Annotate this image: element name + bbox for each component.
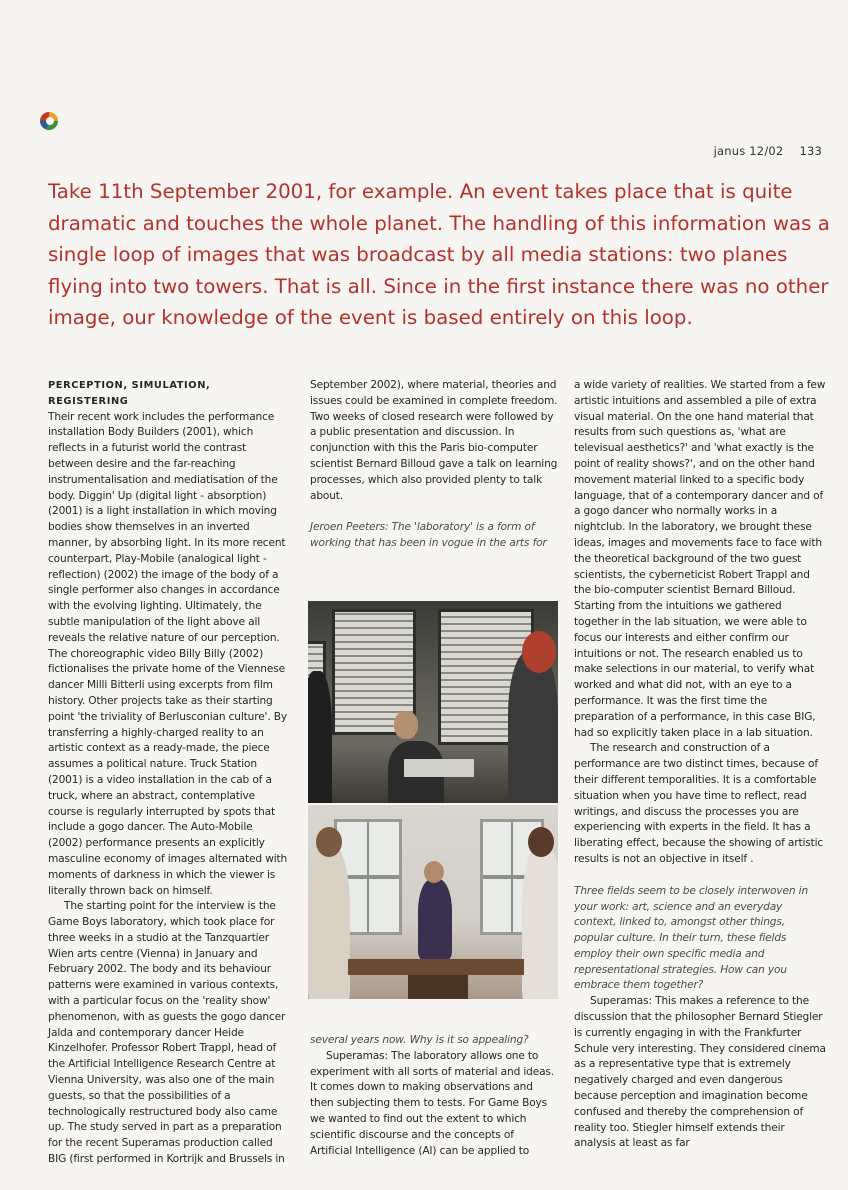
column-3: [574, 378, 826, 1152]
column-2-continued: [310, 1033, 558, 1159]
column-1: [48, 378, 290, 1168]
interview-question-continued: several years now. Why is it so appealing?: [310, 1034, 529, 1046]
interview-question: Jeroen Peeters: The 'laboratory' is a form of working that has been in vogue in the arts for: [310, 521, 547, 550]
paragraph: Their recent work includes the performance installation Body Builders (2001), which reflects in a futurist world the contrast between desire and the far-reaching instrumentalisation and mediatisation of the body. Diggin' Up (digital light - absorption) (2001) is a light installation in which moving bodies show themselves in an inverted manner, by absorbing light. In its more recent counterpart, Play-Mobile (analogical light - reflection) (2002) the image of the body of a single performer also changes in accordance with the evolving lighting. Ultimately, the subtle manipulation of the light above all reveals the relative nature of our perception.: [48, 410, 286, 644]
paragraph: Superamas: This makes a reference to the discussion that the philosopher Bernard Stiegler is currently engaging in with the Frankfurter Schule very interesting. They considered cinema as a representative type that is extremely negatively charged and even dangerous because perception and imagination become confused and thereby the comprehension of reality too. Stiegler himself extends their analysis at least as far: [574, 995, 826, 1150]
journal-title: janus 12/02: [713, 144, 784, 158]
interview-question: Three fields seem to be closely interwoven in your work: art, science and an everyday context, linked to, amongst other things, popular culture. In their turn, these fields employ their own specific media and representational strategies. How can you embrace them together?: [574, 884, 809, 992]
photo-laboratory-interior: [308, 601, 558, 803]
photo-laboratory-people: [308, 805, 558, 999]
photo-stack: [308, 601, 558, 999]
paragraph: September 2002), where material, theories and issues could be examined in complete freedom. Two weeks of closed research were followed by a public presentation and discussion. In conjunction with this the Paris bio-computer scientist Bernard Billoud gave a talk on learning processes, which also provided plenty to talk about.: [310, 379, 558, 502]
janus-logo: [40, 112, 58, 130]
column-2: [310, 378, 558, 552]
paragraph: The starting point for the interview is the Game Boys laboratory, which took place for three weeks in a studio at the Tanzquartier Wien arts centre (Vienna) in January and February 2002. The body and its behaviour patterns were examined in various contexts, with a particular focus on the 'reality show' phenomenon, with as guests the gogo dancer Jalda and contemporary dancer Heide Kinzelhofer. Professor Robert Trappl, head of the Artificial Intelligence Research Centre at Vienna University, was also one of the main guests, so that the possibilities of a technologically restructured body also came up. The study served in part as a preparation for the recent Superamas production called BIG (first performed in Kortrijk and Brussels in: [48, 900, 286, 1166]
paragraph: Superamas: The laboratory allows one to experiment with all sorts of material and ideas. It comes down to making observations and then subjecting them to tests. For Game Boys we wanted to find out the extent to which scientific discourse and the concepts of Artificial Intelligence (AI) can be applied to: [310, 1049, 555, 1157]
paragraph: a wide variety of realities. We started from a few artistic intuitions and assembled a pile of extra visual material. On the one hand material that results from such questions as, 'what are televisual aesthetics?' and 'what exactly is the point of reality shows?', and on the other hand movement material linked to a specific body language, that of a contemporary dancer and of a gogo dancer who normally works in a nightclub. In the laboratory, we brought these ideas, images and movements face to face with the theoretical background of the two guest scientists, the cyberneticist Robert Trappl and the bio-computer scientist Bernard Billoud. Starting from the intuitions we gathered together in the lab situation, we were able to focus our interests and either confirm our intuitions or not. The research enabled us to make selections in our material, to verify what worked and what did not, with an eye to a performance. It was the first time the preparation of a performance, in this case BIG, had so explicitly taken place in a lab situation.: [574, 379, 826, 739]
section-heading: PERCEPTION, SIMULATION, REGISTERING: [48, 380, 211, 407]
page-number: 133: [799, 144, 822, 158]
pull-quote: Take 11th September 2001, for example. An event takes place that is quite dramatic and touches the whole planet. The handling of this information was a single loop of images that was broadcast by all media stations: two planes flying into two towers. That is all. Since in the first instance there was no other image, our knowledge of the event is based entirely on this loop.: [48, 180, 830, 330]
paragraph: The research and construction of a performance are two distinct times, because of their different temporalities. It is a comfortable situation when you have time to reflect, read writings, and discuss the processes you are experiencing with experts in the field. It has a liberating effect, because the showing of artistic results is not an objective in itself .: [574, 742, 824, 865]
running-head: [714, 144, 822, 158]
paragraph: The choreographic video Billy Billy (2002) fictionalises the private home of the Viennese dancer Milli Bitterli using excerpts from film history. Other projects take as their starting point 'the triviality of Berlusconian culture'. By transferring a highly-charged reality to an artistic context as a ready-made, the piece assumes a political nature. Truck Station (2001) is a video installation in the cab of a truck, where an abstract, contemplative course is regularly interrupted by spots that include a gogo dancer. The Auto-Mobile (2002) performance presents an explicitly masculine economy of images alternated with moments of darkness in which the viewer is literally thrown back on himself.: [48, 647, 288, 897]
